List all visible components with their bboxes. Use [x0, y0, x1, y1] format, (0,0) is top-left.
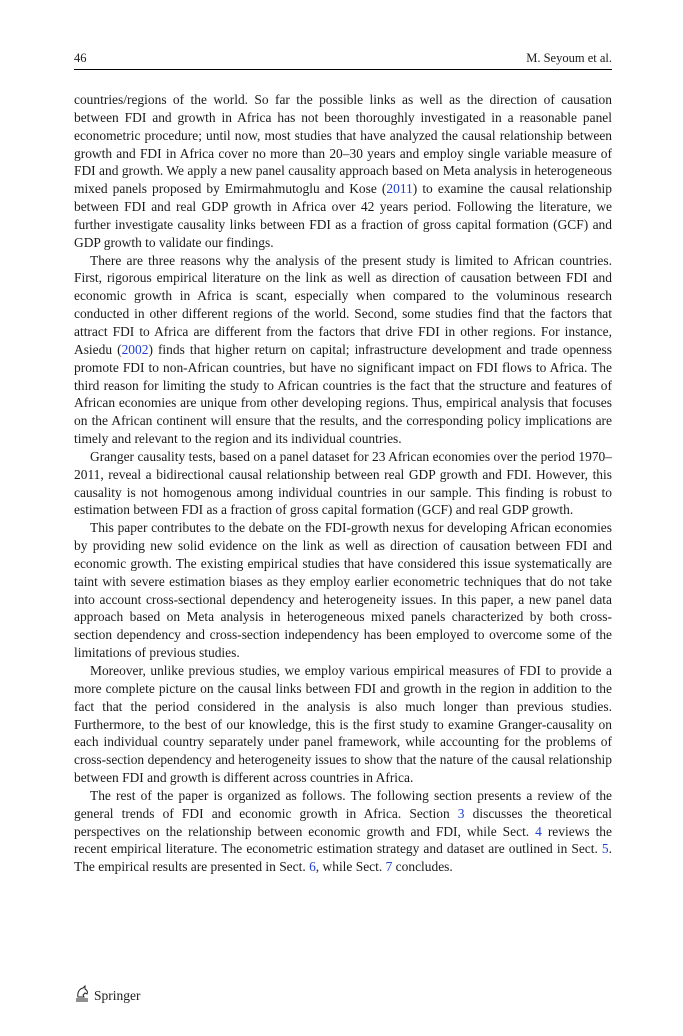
text-run: There are three reasons why the analysis of the present study is limited to African countries. First, rigorous empirical literature on the link as well as direction of causation between FDI and economic growth in Africa is scant, especially when compared to the voluminous research conducted in other different regions of the world. Second, some studies find that the factors that attract FDI to Africa are different from the factors that drive FDI in other regions. For instance, Asiedu ( — [74, 252, 612, 357]
text-run: concludes. — [392, 859, 453, 875]
text-run: The rest of the paper is organized as follows. The following section presents a review of the general trends of FDI and economic growth in Africa. Section — [74, 787, 612, 821]
springer-horse-icon — [74, 985, 90, 1007]
paragraph — [74, 662, 612, 787]
text-run: Moreover, unlike previous studies, we employ various empirical measures of FDI to provide a more complete picture on the causal links between FDI and growth in the region in addition to the fact that the period considered in the analysis is also much longer than previous studies. Furthermore, to the best of our knowledge, this is the first study to examine Granger-causality on each individual country separately under panel framework, while accounting for the problems of cross-section dependency and heterogeneity issues to show that the nature of the causal relationship between FDI and growth is different across countries in Africa. — [74, 663, 612, 786]
text-run: . The empirical results are presented in Sect. — [74, 841, 612, 875]
paragraph — [74, 448, 612, 519]
text-run: reviews the recent empirical literature. The econometric estimation strategy and dataset are outlined in Sect. — [74, 823, 612, 857]
text-run: Granger causality tests, based on a panel dataset for 23 African economies over the period 1970–2011, reveal a bidirectional causal relationship between real GDP growth and FDI. However, this causality is not homogenous among individual countries in our sample. This finding is robust to estimation between FDI as a fraction of gross capital formation (GCF) and real GDP growth. — [74, 448, 612, 518]
publisher-name: Springer — [94, 988, 141, 1003]
citation-link[interactable]: 3 — [457, 805, 465, 821]
publisher-footer — [74, 985, 141, 1007]
citation-link[interactable]: 5 — [601, 841, 609, 857]
paragraph — [74, 787, 612, 876]
paragraph — [74, 91, 612, 252]
text-run: ) to examine the causal relationship between FDI and real GDP growth in Africa over 42 years period. Following the literature, we further investigate causality links between FDI as a fraction of gross capital formation (GCF) and GDP growth to validate our findings. — [74, 181, 613, 250]
citation-link[interactable]: 7 — [385, 859, 393, 875]
paragraph — [74, 519, 612, 662]
body-text — [74, 91, 612, 876]
citation-link[interactable]: 2011 — [386, 181, 413, 197]
text-run: countries/regions of the world. So far the possible links as well as the direction of causation between FDI and growth in Africa has not been thoroughly investigated in a reasonable panel econometric procedure; until now, most studies that have analyzed the causal relationship between growth and FDI in Africa cover no more than 20–30 years and employ single variable measure of FDI and growth. We apply a new panel causality approach based on Meta analysis in heterogeneous mixed panels proposed by Emirmahmutoglu and Kose ( — [74, 92, 612, 197]
citation-link[interactable]: 4 — [535, 823, 542, 839]
running-authors: M. Seyoum et al. — [526, 51, 612, 65]
text-run: , while Sect. — [315, 859, 386, 875]
paragraph — [74, 252, 612, 448]
running-header — [74, 51, 612, 70]
text-run: This paper contributes to the debate on the FDI-growth nexus for developing African economies by providing new solid evidence on the link as well as direction of causation between FDI and economic growth. The existing empirical studies that have considered this issue systematically are taint with severe estimation biases as they employ earlier econometric techniques that do not take into account cross-sectional dependency and heterogeneity issues. In this paper, a new panel data approach based on Meta analysis in heterogeneous mixed panels characterized by both cross-section dependency and cross-section independency has been employed to overcome some of the limitations of previous studies. — [74, 520, 612, 661]
citation-link[interactable]: 6 — [309, 859, 316, 875]
text-run: ) finds that higher return on capital; infrastructure development and trade openness promote FDI to non-African countries, but have no significant impact on FDI flows to Africa. The third reason for limiting the study to African countries is the fact that the structure and features of African economies are unique from other developing regions. Thus, empirical analysis that focuses on the African continent will ensure that the results, and the corresponding policy implications are timely and relevant to the region and its individual countries. — [74, 341, 612, 447]
page-number: 46 — [74, 51, 87, 65]
text-run: discusses the theoretical perspectives on the relationship between economic growth and FDI, while Sect. — [74, 805, 613, 839]
citation-link[interactable]: 2002 — [121, 341, 149, 357]
